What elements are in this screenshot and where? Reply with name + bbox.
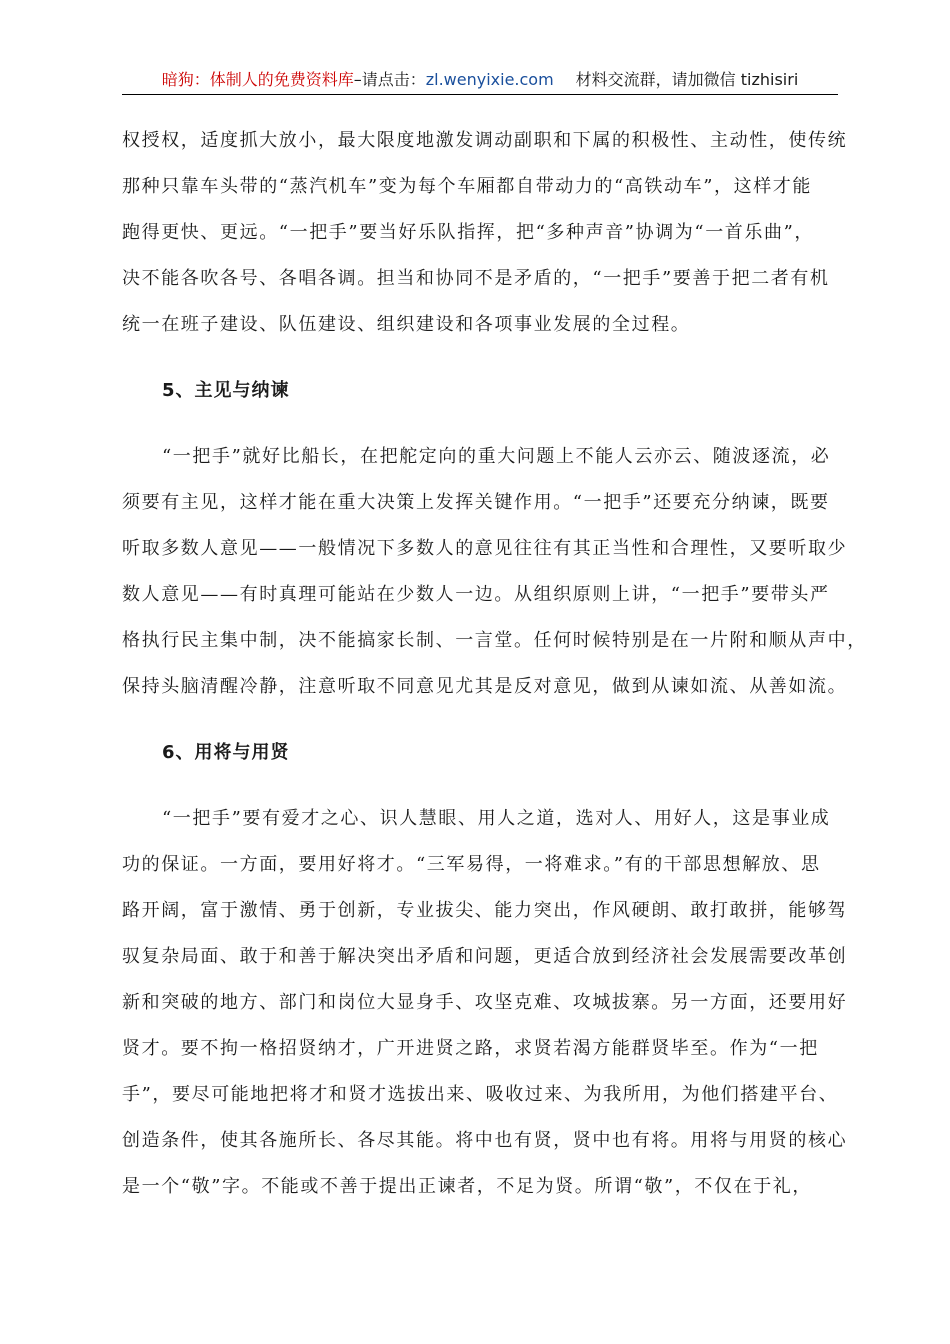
paragraph-line: 保持头脑清醒冷静，注意听取不同意见尤其是反对意见，做到从谏如流、从善如流。 — [122, 676, 848, 697]
paragraph-line: 路开阔，富于激情、勇于创新，专业拔尖、能力突出，作风硬朗、敢打敢拼，能够驾 — [122, 900, 848, 921]
document-body — [122, 118, 867, 1210]
paragraph-line: 跑得更快、更远。“一把手”要当好乐队指挥，把“多种声音”协调为“一首乐曲”， — [122, 222, 815, 243]
paragraph-line: 权授权，适度抓大放小，最大限度地激发调动副职和下属的积极性、主动性，使传统 — [122, 130, 848, 151]
paragraph-line: 数人意见——有时真理可能站在少数人一边。从组织原则上讲，“一把手”要带头严 — [122, 584, 830, 605]
paragraph-line: 创造条件，使其各施所长、各尽其能。将中也有贤，贤中也有将。用将与用贤的核心 — [122, 1130, 848, 1151]
paragraph-line: 驭复杂局面、敢于和善于解决突出矛盾和问题，更适合放到经济社会发展需要改革创 — [122, 946, 848, 967]
paragraph-line: 功的保证。一方面，要用好将才。“三军易得，一将难求。”有的干部思想解放、思 — [122, 854, 821, 875]
paragraph-line: 新和突破的地方、部门和岗位大显身手、攻坚克难、攻城拔寨。另一方面，还要用好 — [122, 992, 848, 1013]
paragraph-line: 听取多数人意见——一般情况下多数人的意见往往有其正当性和合理性，又要听取少 — [122, 538, 848, 559]
section-heading-5: 5、主见与纳谏 — [162, 380, 290, 401]
paragraph-line: 决不能各吹各号、各唱各调。担当和协同不是矛盾的，“一把手”要善于把二者有机 — [122, 268, 830, 289]
wechat-note: 材料交流群，请加微信 tizhisiri — [575, 70, 799, 89]
paragraph-line: 统一在班子建设、队伍建设、组织建设和各项事业发展的全过程。 — [122, 314, 691, 335]
click-prompt: –请点击： — [353, 70, 426, 89]
section-heading-6: 6、用将与用贤 — [162, 742, 290, 763]
site-name: 暗狗：体制人的免费资料库 — [161, 70, 354, 89]
paragraph-line: 手”，要尽可能地把将才和贤才选拔出来、吸收过来、为我所用，为他们搭建平台、 — [122, 1084, 839, 1105]
page-header — [122, 66, 838, 95]
paragraph-line: 格执行民主集中制，决不能搞家长制、一言堂。任何时候特别是在一片附和顺从声中， — [122, 630, 867, 651]
paragraph-line: 那种只靠车头带的“蒸汽机车”变为每个车厢都自带动力的“高铁动车”，这样才能 — [122, 176, 813, 197]
paragraph-line: 贤才。要不拘一格招贤纳才，广开进贤之路，求贤若渴方能群贤毕至。作为“一把 — [122, 1038, 819, 1059]
site-url-link[interactable]: zl.wenyixie.com — [425, 70, 554, 89]
paragraph-line: “一把手”要有爱才之心、识人慧眼、用人之道，选对人、用好人，这是事业成 — [162, 808, 831, 829]
paragraph-line: “一把手”就好比船长，在把舵定向的重大问题上不能人云亦云、随波逐流，必 — [162, 446, 831, 467]
paragraph-line: 须要有主见，这样才能在重大决策上发挥关键作用。“一把手”还要充分纳谏，既要 — [122, 492, 830, 513]
paragraph-line: 是一个“敬”字。不能或不善于提出正谏者，不足为贤。所谓“敬”，不仅在于礼， — [122, 1176, 813, 1197]
